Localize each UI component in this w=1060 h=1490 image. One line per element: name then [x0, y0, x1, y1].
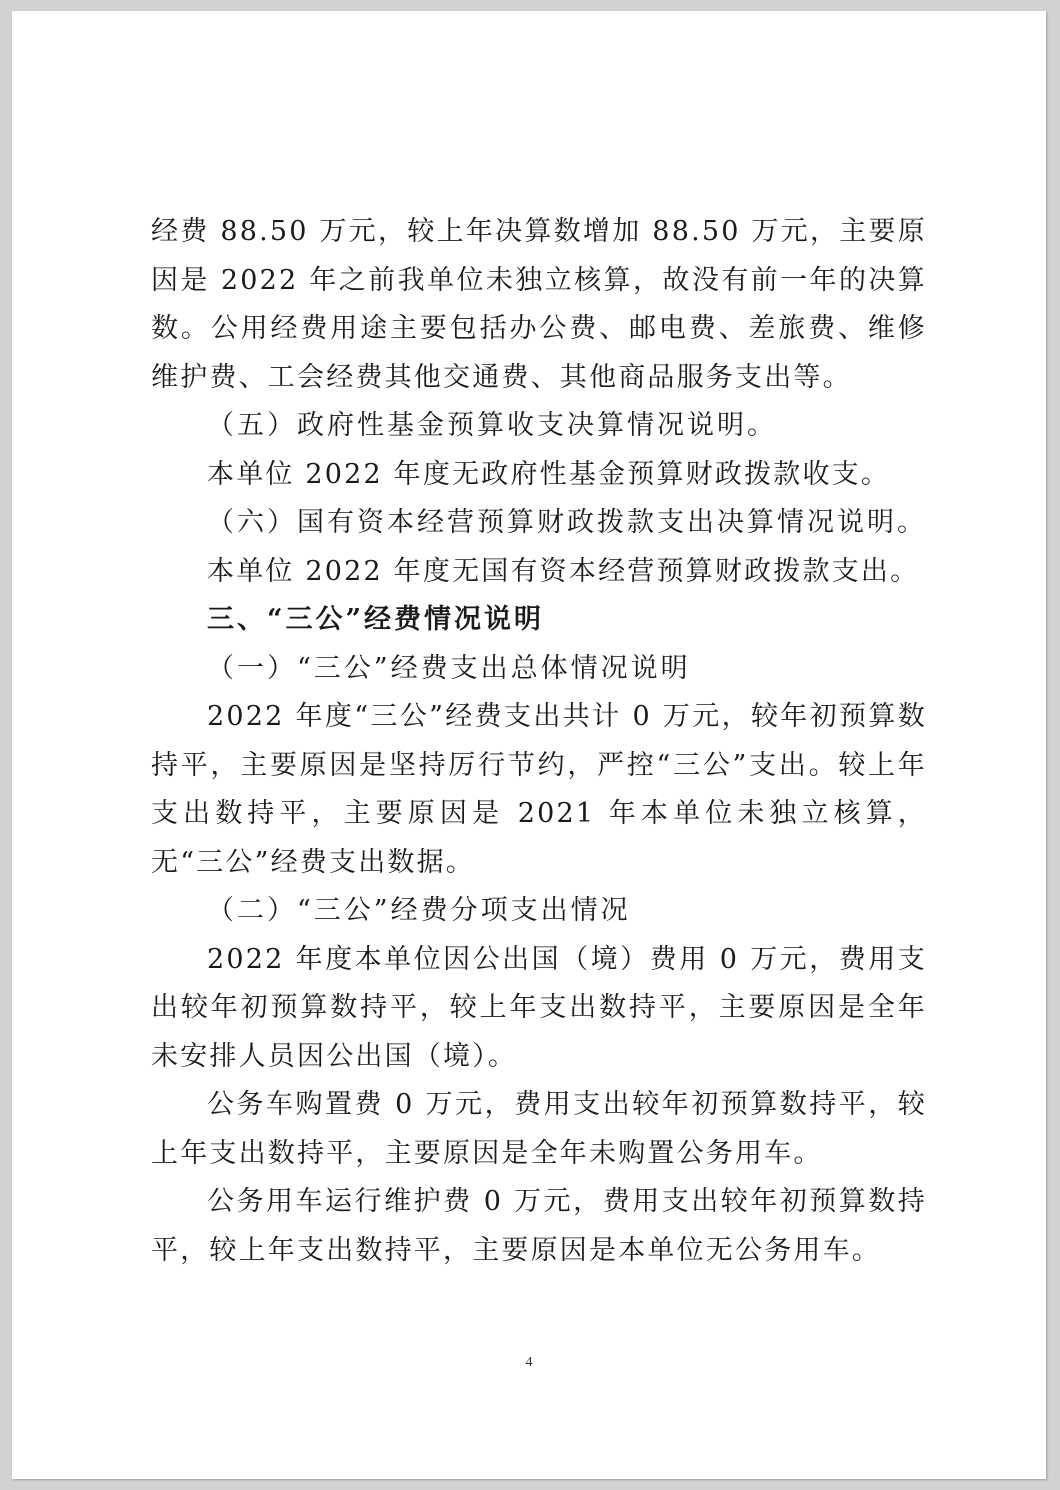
paragraph-overseas-travel: 2022 年度本单位因公出国（境）费用 0 万元，费用支出较年初预算数持平，较上年支出数持平，主要原因是全年未安排人员因公出国（境）。 [151, 943, 927, 1072]
paragraph-vehicle-purchase: 公务车购置费 0 万元，费用支出较年初预算数持平，较上年支出数持平，主要原因是全年未购置公务用车。 [151, 1089, 927, 1169]
paragraph-state-capital: 本单位 2022 年度无国有资本经营预算财政拨款支出。 [207, 555, 920, 587]
section-heading-government-funds: （五）政府性基金预算收支决算情况说明。 [207, 410, 777, 441]
page-body [151, 208, 927, 1275]
document-page [12, 11, 1046, 1479]
paragraph-overall: 2022 年度“三公”经费支出共计 0 万元，较年初预算数持平，主要原因是坚持厉行节约，严控“三公”支出。较上年支出数持平，主要原因是 2021 年本单位未独立核算，无“三公”经费支出数据。 [151, 701, 927, 878]
paragraph-public-funds: 经费 88.50 万元，较上年决算数增加 88.50 万元，主要原因是 2022 年之前我单位未独立核算，故没有前一年的决算数。公用经费用途主要包括办公费、邮电费、差旅费、维修维护费、工会经费其他交通费、其他商品服务支出等。 [151, 216, 927, 393]
paragraph-government-funds: 本单位 2022 年度无政府性基金预算财政拨款收支。 [207, 458, 891, 490]
section-heading-state-capital: （六）国有资本经营预算财政拨款支出决算情况说明。 [207, 507, 927, 538]
subsection-heading-itemized: （二）“三公”经费分项支出情况 [207, 895, 631, 926]
section-heading-three-public: 三、“三公”经费情况说明 [207, 604, 545, 635]
paragraph-vehicle-maintenance: 公务用车运行维护费 0 万元，费用支出较年初预算数持平，较上年支出数持平，主要原因是本单位无公务用车。 [151, 1186, 927, 1266]
subsection-heading-overall: （一）“三公”经费支出总体情况说明 [207, 652, 691, 684]
page-number: 4 [525, 1355, 533, 1370]
